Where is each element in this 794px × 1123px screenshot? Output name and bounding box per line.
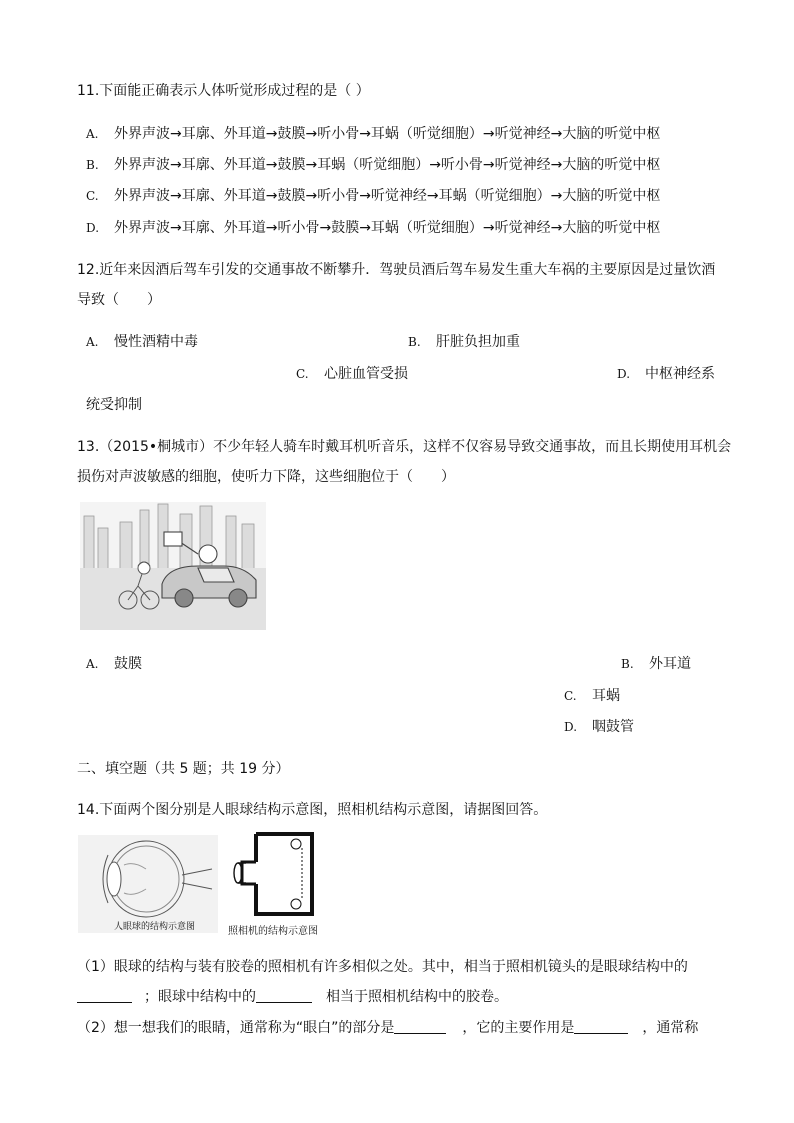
camera-figure-caption: 照相机的结构示意图 [228, 926, 318, 937]
option-text: 心脏血管受损 [324, 366, 408, 382]
camera-structure-figure [226, 830, 346, 936]
q11-stem: 11.下面能正确表示人体听觉形成过程的是（ ） [77, 83, 370, 99]
q12-option-d-wrap: 统受抑制 [86, 397, 142, 413]
option-letter: D. [564, 720, 578, 734]
q14-part2 [77, 1019, 698, 1037]
q14-part2-text-a: （2）想一想我们的眼睛，通常称为“眼白”的部分是 [77, 1020, 395, 1036]
camera-diagram [226, 830, 346, 936]
q14-part1-line1: （1）眼球的结构与装有胶卷的照相机有许多相似之处。其中，相当于照相机镜头的是眼球结构中的 [77, 959, 688, 975]
option-letter: A. [86, 657, 99, 671]
answer-blank[interactable] [256, 988, 312, 1003]
q12-stem-line1: 12.近年来因酒后驾车引发的交通事故不断攀升．驾驶员酒后驾车易发生重大车祸的主要原因是过量饮酒 [77, 262, 716, 278]
q13-option-c [564, 687, 620, 705]
option-letter: D. [86, 221, 100, 235]
option-text: 外界声波→耳廓、外耳道→鼓膜→耳蜗（听觉细胞）→听小骨→听觉神经→大脑的听觉中枢 [114, 157, 661, 173]
option-letter: C. [86, 189, 99, 203]
option-letter: B. [86, 158, 99, 172]
q14-part2-text-c: ，通常称 [642, 1020, 699, 1036]
option-letter: A. [86, 127, 99, 141]
answer-blank[interactable] [574, 1019, 628, 1034]
q12-stem-line2: 导致（ ） [77, 292, 161, 308]
option-text: 鼓膜 [114, 656, 142, 672]
option-text: 外耳道 [649, 656, 691, 672]
q14-part1-line2 [77, 988, 508, 1006]
option-text: 外界声波→耳廓、外耳道→鼓膜→听小骨→听觉神经→耳蜗（听觉细胞）→大脑的听觉中枢 [114, 188, 661, 204]
q12-option-d [617, 365, 715, 383]
q14-part1-text-b: 相当于照相机结构中的胶卷。 [326, 989, 508, 1005]
option-text: 中枢神经系 [645, 366, 715, 382]
eye-figure-caption: 人眼球的结构示意图 [114, 922, 196, 932]
q11-option-a [86, 125, 660, 143]
option-letter: C. [296, 367, 309, 381]
section-title: 二、填空题（共 5 题；共 19 分） [77, 761, 290, 777]
answer-blank[interactable] [77, 988, 132, 1003]
q13-stem-line1: 13.（2015•桐城市）不少年轻人骑车时戴耳机听音乐，这样不仅容易导致交通事故，而且长期使用耳机会 [77, 439, 732, 455]
answer-blank[interactable] [394, 1019, 446, 1034]
option-letter: B. [621, 657, 634, 671]
option-letter: A. [86, 335, 99, 349]
option-text: 肝脏负担加重 [436, 334, 520, 350]
q14-stem: 14.下面两个图分别是人眼球结构示意图，照相机结构示意图，请据图回答。 [77, 802, 548, 818]
q14-part2-text-b: ，它的主要作用是 [462, 1020, 575, 1036]
q12-option-c [296, 365, 408, 383]
option-text: 耳蜗 [592, 688, 620, 704]
cycling-headphones-illustration [80, 502, 266, 630]
q13-stem-line2: 损伤对声波敏感的细胞，使听力下降，这些细胞位于（ ） [77, 469, 455, 485]
q12-option-b [408, 333, 520, 351]
q12-option-a [86, 333, 198, 351]
q11-option-d [86, 219, 660, 237]
q14-part1-text-a: ；眼球中结构中的 [144, 989, 256, 1005]
q13-option-d [564, 718, 634, 736]
q13-option-b [621, 655, 691, 673]
option-text: 外界声波→耳廓、外耳道→鼓膜→听小骨→耳蜗（听觉细胞）→听觉神经→大脑的听觉中枢 [114, 126, 661, 142]
option-text: 咽鼓管 [592, 719, 634, 735]
option-text: 慢性酒精中毒 [114, 334, 198, 350]
eye-structure-figure [78, 835, 218, 933]
option-letter: B. [408, 335, 421, 349]
q11-option-c [86, 187, 660, 205]
q11-option-b [86, 156, 660, 174]
q13-option-a [86, 655, 142, 673]
option-text: 外界声波→耳廓、外耳道→听小骨→鼓膜→耳蜗（听觉细胞）→听觉神经→大脑的听觉中枢 [114, 220, 661, 236]
option-letter: C. [564, 689, 577, 703]
option-letter: D. [617, 367, 631, 381]
